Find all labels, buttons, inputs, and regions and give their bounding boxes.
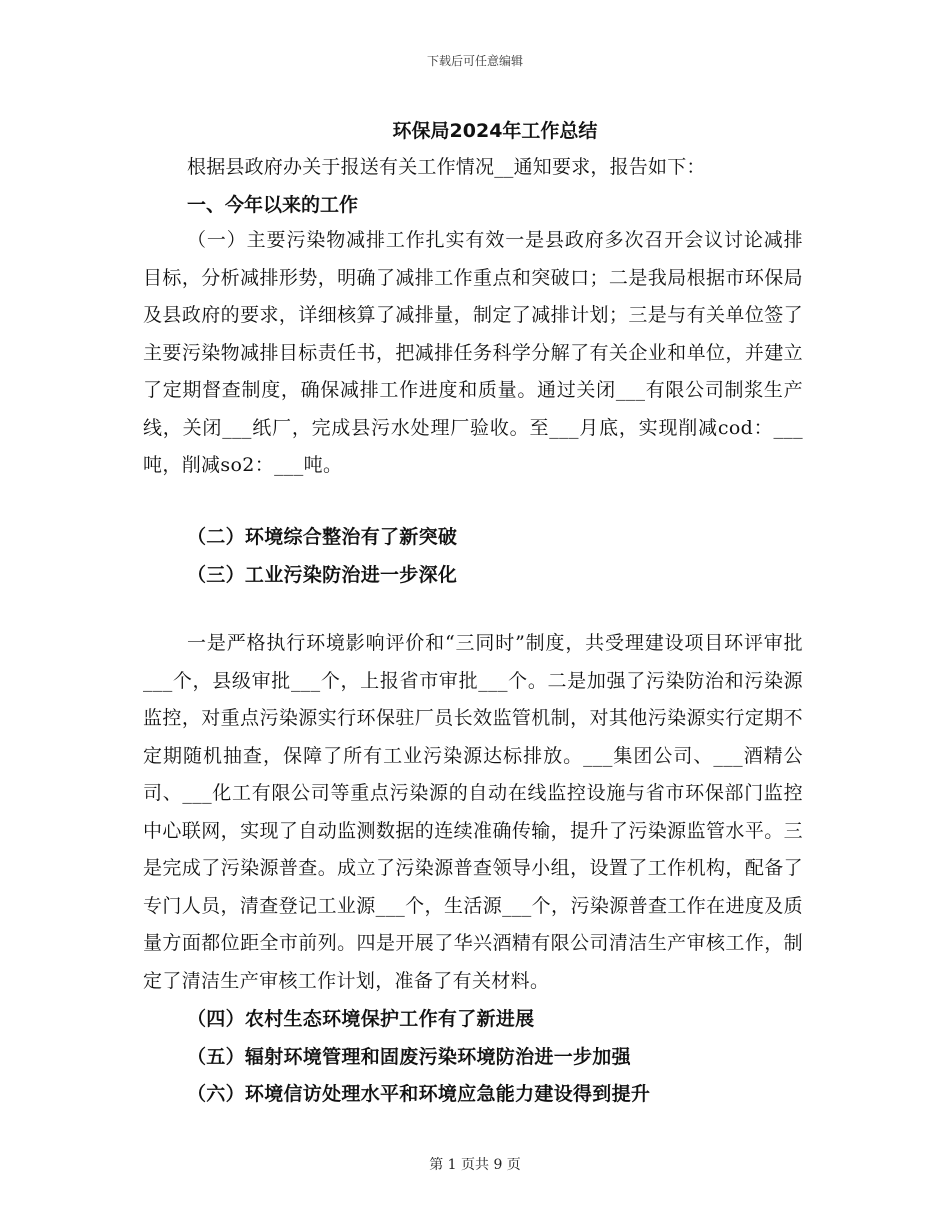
subheading-2: （二）环境综合整治有了新突破 (187, 526, 458, 548)
subheading-4: （四）农村生态环境保护工作有了新进展 (187, 1008, 535, 1030)
intro-text: 根据县政府办关于报送有关工作情况__通知要求，报告如下： (187, 156, 706, 178)
subheading-3: （三）工业污染防治进一步深化 (187, 564, 458, 586)
subheading-5: （五）辐射环境管理和固废污染环境防治进一步加强 (187, 1046, 631, 1068)
subheading-6: （六）环境信访处理水平和环境应急能力建设得到提升 (187, 1083, 651, 1105)
page-footer: 第 1 页共 9 页 (429, 1157, 521, 1173)
paragraph-2: 一是严格执行环境影响评价和“三同时”制度，共受理建设项目环评审批___个，县级审批___个，上报省市审批___个。二是加强了污染防治和污染源监控，对重点污染源实行环保驻厂员长效监管机制，对其他污染源实行定期不定期随机抽查，保障了所有工业污染源达标排放。___集团公司、___酒精公司、___化工有限公司等重点污染源的自动在线监控设施与省市环保部门监控中心联网，实现了自动监测数据的连续准确传输，提升了污染源监管水平。三是完成了污染源普查。成立了污染源普查领导小组，设置了工作机构，配备了专门人员，清查登记工业源___个，生活源___个，污染源普查工作在进度及质量方面都位距全市前列。四是开展了华兴酒精有限公司清洁生产审核工作，制定了清洁生产审核工作计划，准备了有关材料。 (143, 632, 803, 992)
document-title: 环保局2024年工作总结 (392, 120, 598, 142)
section-heading-1: 一、今年以来的工作 (187, 194, 359, 216)
header-note: 下载后可任意编辑 (426, 54, 523, 68)
paragraph-1: （一）主要污染物减排工作扎实有效一是县政府多次召开会议讨论减排目标，分析减排形势，明确了减排工作重点和突破口；二是我局根据市环保局及县政府的要求，详细核算了减排量，制定了减排计划；三是与有关单位签了主要污染物减排目标责任书，把减排任务科学分解了有关企业和单位，并建立了定期督查制度，确保减排工作进度和质量。通过关闭___有限公司制浆生产线，关闭___纸厂，完成县污水处理厂验收。至___月底，实现削减cod：___吨，削减so2：___吨。 (143, 229, 803, 476)
